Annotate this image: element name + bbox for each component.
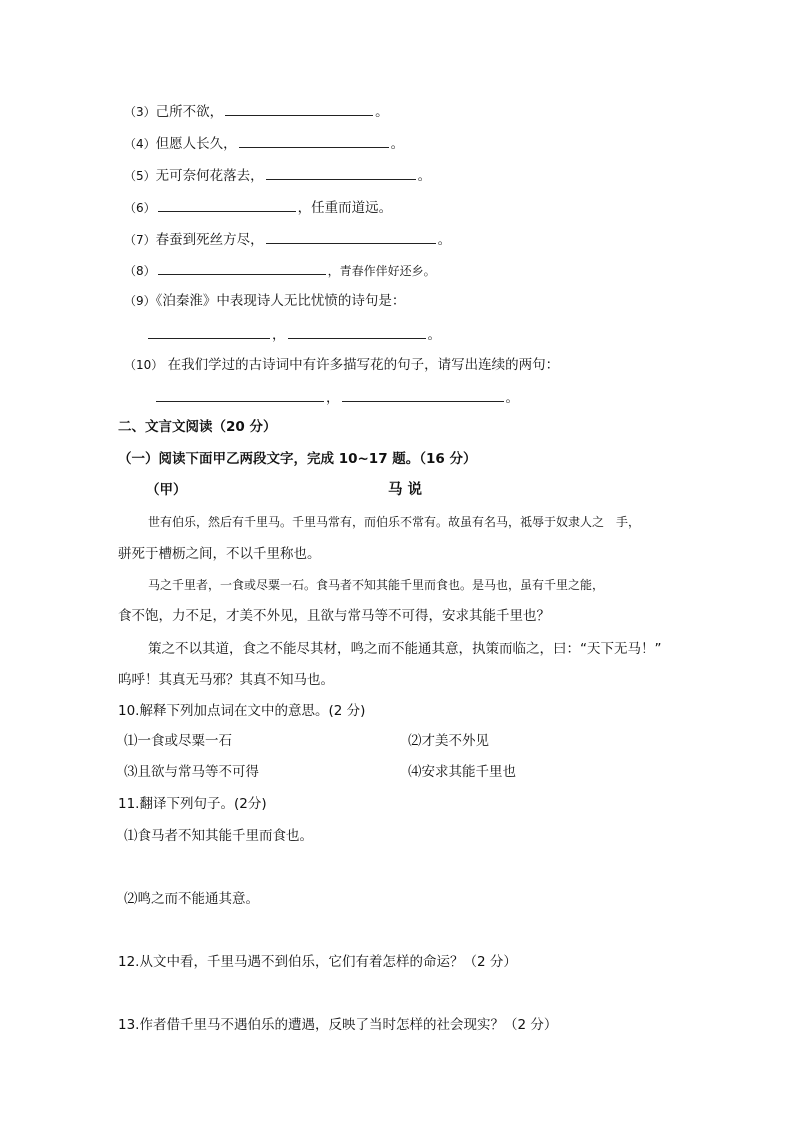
item-text: 己所不欲， (155, 104, 224, 120)
answer-blank[interactable] (342, 387, 504, 402)
item-text: 《泊秦淮》中表现诗人无比忧愤的诗句是： (155, 293, 406, 309)
answer-blank[interactable] (239, 133, 389, 148)
fill-item-3 (124, 101, 389, 122)
item-sep: ， (326, 390, 340, 406)
passage-label: （甲） (146, 482, 187, 498)
item-end: 。 (417, 168, 432, 184)
item-text: 无可奈何花落去， (155, 168, 264, 184)
fill-item-4 (124, 133, 404, 154)
fill-item-9 (124, 291, 405, 311)
answer-blank[interactable] (288, 324, 426, 339)
question-10-title: 10.解释下列加点词在文中的意思。(2 分) (118, 703, 366, 719)
question-10-a: ⑴一食或尽粟一石 (124, 733, 232, 749)
fill-item-9-answer (146, 324, 441, 345)
question-13-title: 13.作者借千里马不遇伯乐的遭遇，反映了当时怎样的社会现实？（2 分） (118, 1017, 558, 1033)
item-number: （9） (124, 294, 156, 308)
answer-blank[interactable] (156, 387, 324, 402)
item-number: （5） (124, 169, 156, 183)
question-10-c: ⑶且欲与常马等不可得 (124, 764, 259, 780)
fill-item-10-answer (154, 387, 519, 408)
item-end: 。 (437, 232, 452, 248)
fill-item-8 (124, 260, 436, 281)
question-11-b: ⑵鸣之而不能通其意。 (124, 891, 259, 907)
fill-item-6 (124, 197, 392, 218)
section-title: 二、文言文阅读（20 分） (118, 419, 277, 435)
part-instruction: （一）阅读下面甲乙两段文字，完成 10~17 题。（16 分） (118, 451, 477, 467)
fill-item-7 (124, 229, 451, 250)
answer-blank[interactable] (158, 260, 326, 275)
question-10-d: ⑷安求其能千里也 (408, 764, 516, 780)
answer-blank[interactable] (266, 165, 416, 180)
question-11-title: 11.翻译下列句子。(2分) (118, 796, 267, 812)
item-text: 在我们学过的古诗词中有许多描写花的句子，请写出连续的两句： (167, 357, 560, 373)
item-number: （10） (124, 358, 164, 372)
fill-item-5 (124, 165, 431, 186)
item-text: 但愿人长久， (155, 136, 237, 152)
item-end: 。 (390, 136, 405, 152)
item-end: 。 (427, 327, 441, 343)
answer-blank[interactable] (148, 324, 270, 339)
passage-line: 呜呼！其真无马邪？其真不知马也。 (118, 672, 334, 688)
question-11-a: ⑴食马者不知其能千里而食也。 (124, 828, 313, 844)
item-number: （7） (124, 233, 156, 247)
item-sep: ， (272, 327, 286, 343)
item-end: 。 (375, 104, 389, 120)
fill-item-10 (124, 355, 559, 375)
question-10-b: ⑵才美不外见 (408, 733, 489, 749)
item-text: 春蚕到死丝方尽， (155, 232, 264, 248)
item-number: （3） (124, 105, 156, 119)
item-text: ，青春作伴好还乡。 (327, 264, 436, 278)
article-title: 马 说 (388, 482, 423, 498)
answer-blank[interactable] (158, 197, 296, 212)
item-number: （4） (124, 137, 156, 151)
answer-blank[interactable] (225, 101, 373, 116)
item-text: ，任重而道远。 (297, 200, 393, 216)
passage-line: 马之千里者，一食或尽粟一石。食马者不知其能千里而食也。是马也，虽有千里之能， (148, 578, 605, 592)
passage-line: 世有伯乐，然后有千里马。千里马常有，而伯乐不常有。故虽有名马，祗辱于奴隶人之 手， (148, 515, 641, 529)
item-number: （8） (124, 264, 156, 278)
item-number: （6） (124, 201, 156, 215)
passage-line: 骈死于槽枥之间，不以千里称也。 (118, 546, 321, 562)
passage-line: 策之不以其道，食之不能尽其材，鸣之而不能通其意，执策而临之，曰：“天下无马！” (148, 641, 662, 657)
item-end: 。 (505, 390, 519, 406)
question-12-title: 12.从文中看，千里马遇不到伯乐，它们有着怎样的命运？（2 分） (118, 954, 517, 970)
answer-blank[interactable] (266, 229, 436, 244)
passage-line: 食不饱，力不足，才美不外见，且欲与常马等不可得，安求其能千里也？ (118, 608, 550, 624)
